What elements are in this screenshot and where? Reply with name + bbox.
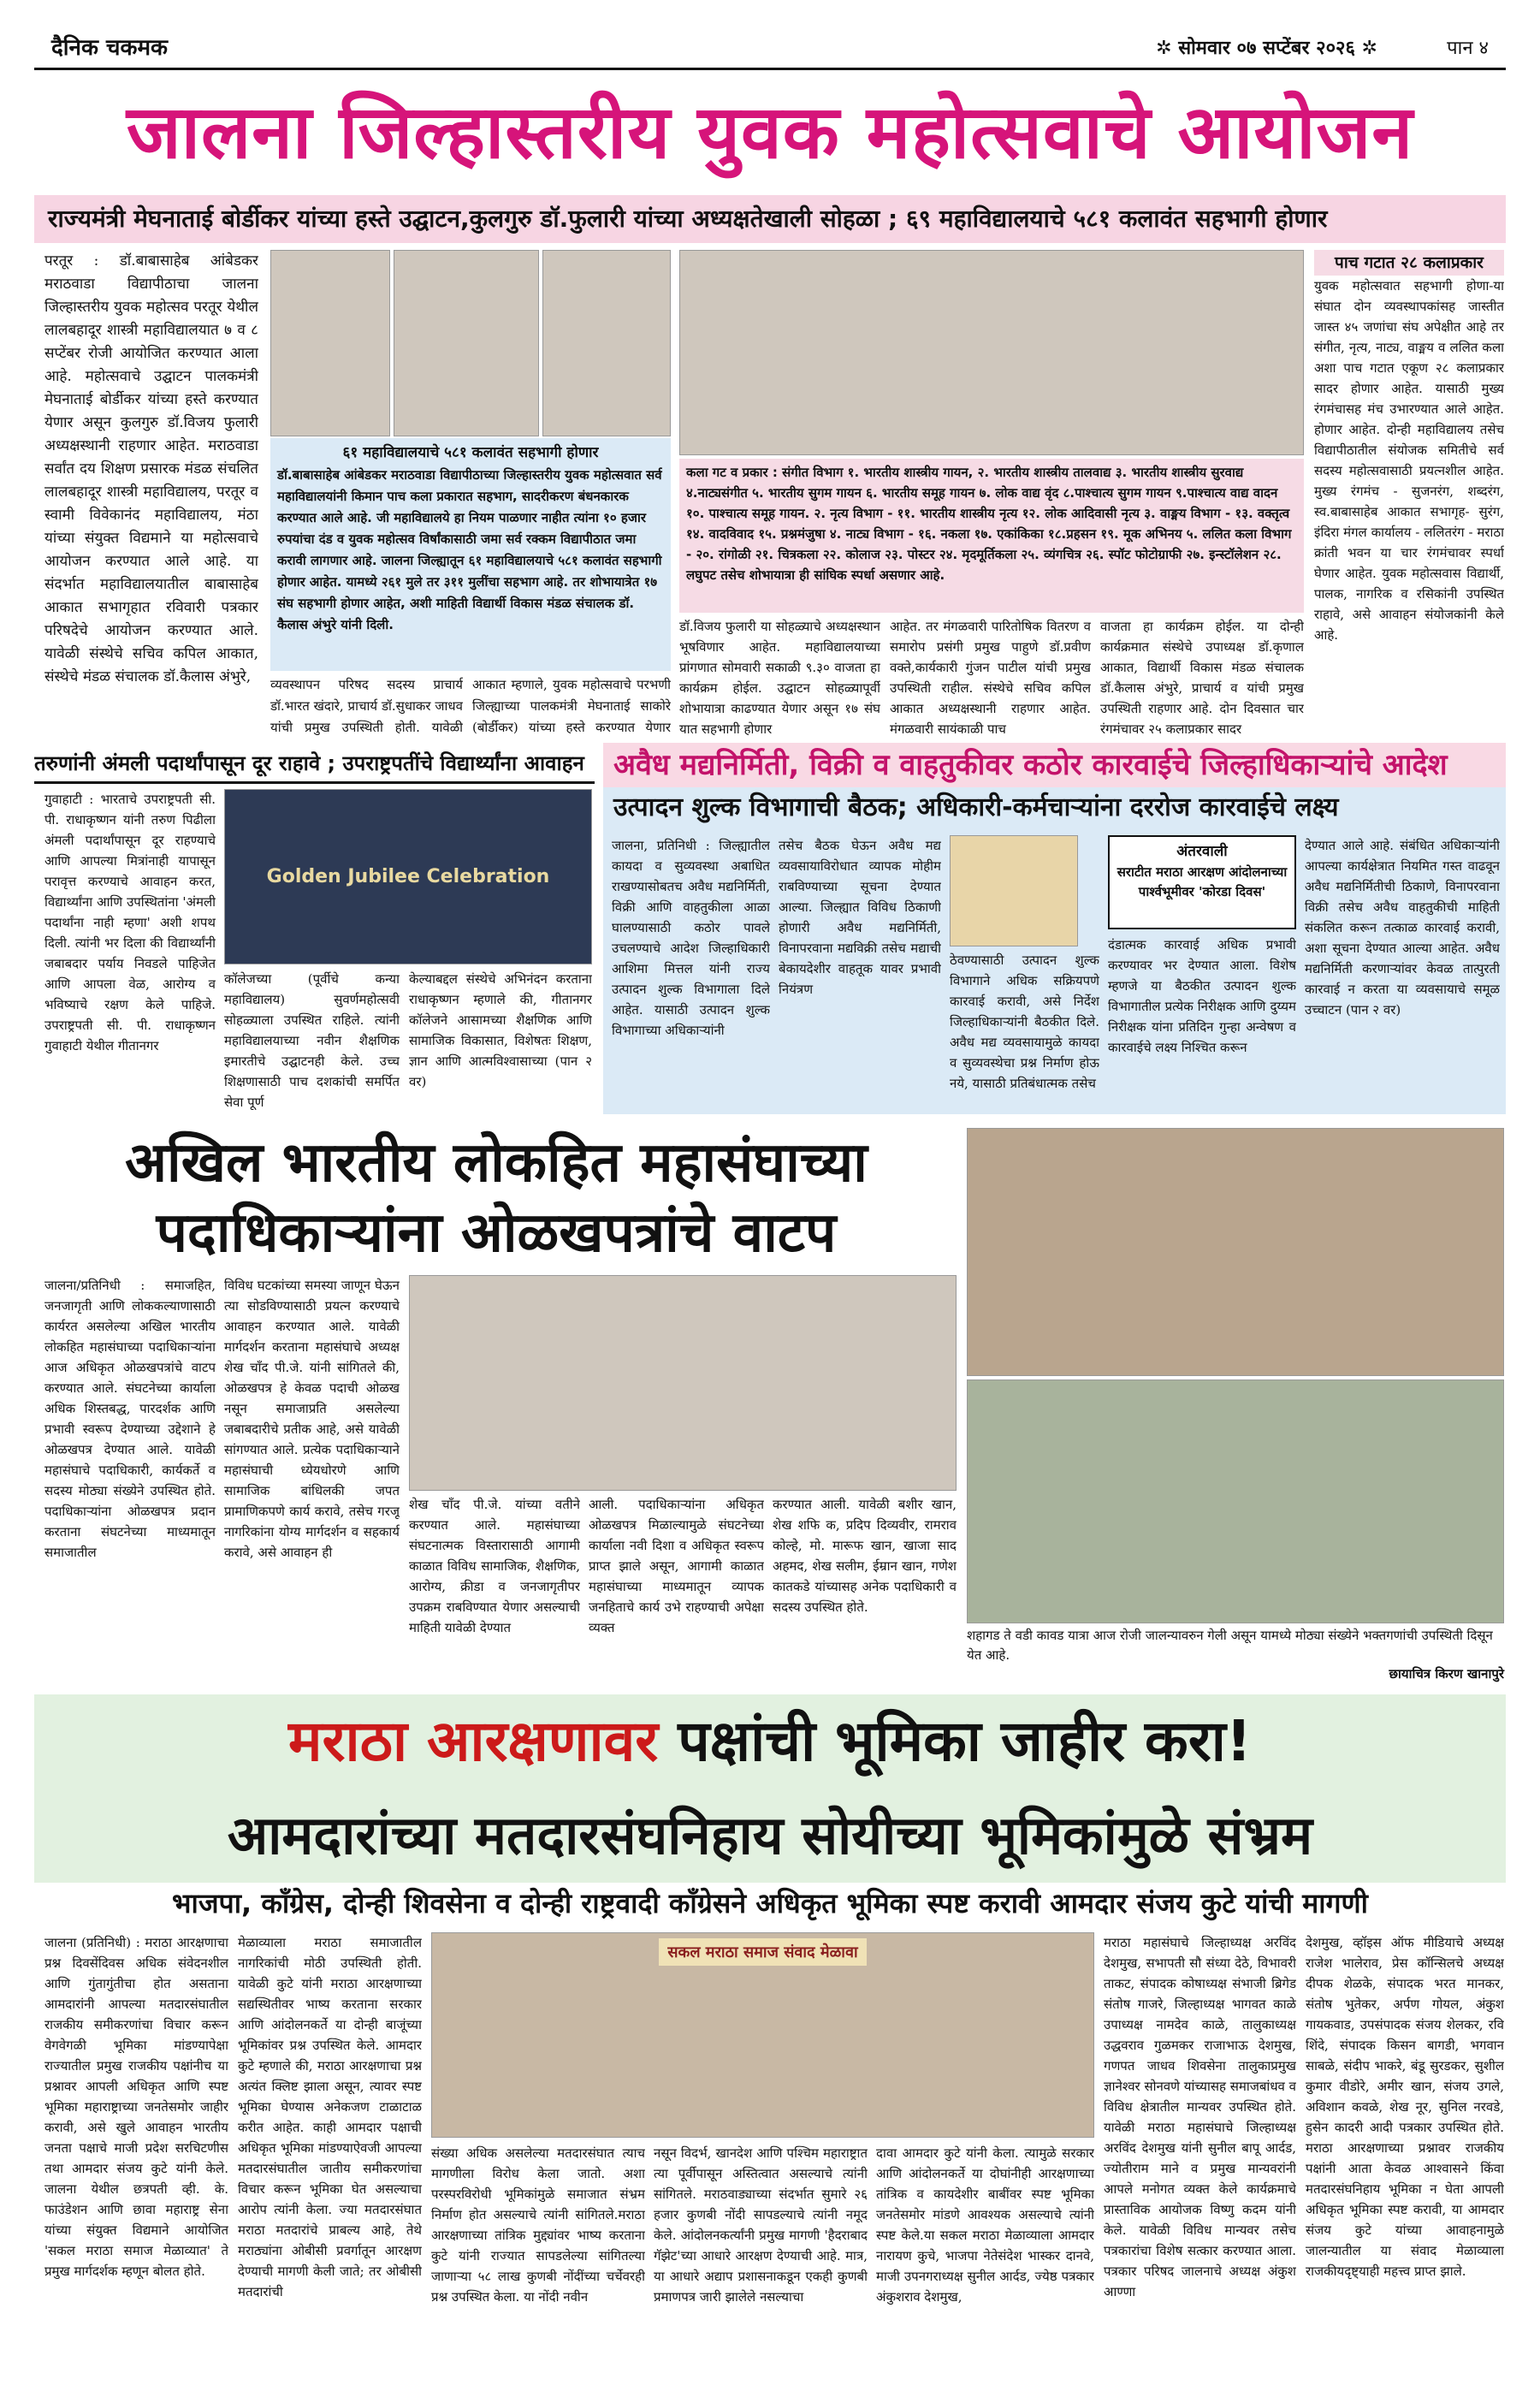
story1-right-column-title: पाच गटात २८ कलाप्रकार [1314, 250, 1504, 276]
story3-inset-box [1108, 835, 1296, 929]
story1-mid-column-1: डॉ.विजय फुलारी या सोहळ्याचे अध्यक्षस्थान भूषविणार आहेत. महाविद्यालयाच्या प्रांगणात सोमवारी सकाळी ९.३० वाजता हा कार्यक्रम होईल. उद्घाटन सोहळ्यापूर्वी शोभायात्रा काढण्यात येणार असून १७ संघ यात सहभागी होणार [679, 619, 880, 737]
photo-credit: छायाचित्र किरण खानापुरे [1389, 1666, 1504, 1682]
photo-procession-2 [967, 1379, 1504, 1623]
story5-headline-highlight: मराठा आरक्षणावर [288, 1708, 659, 1774]
story5-column-4: नसून विदर्भ, खानदेश आणि पश्चिम महाराष्ट्रात त्या पूर्वीपासून अस्तित्वात असल्याचे त्यांनी सांगितले. मराठवाड्याच्या संदर्भात सुमारे २६ हजार कुणबी नोंदी सापडल्याचे त्यांनी नमूद केले. आंदोलनकर्त्यांनी प्रमुख मागणी 'हैदराबाद गॅझेट'च्या आधारे आरक्षण देण्याची आहे. मात्र, या आधारे अद्याप प्रशासनाकडून एकही कुणबी प्रमाणपत्र जारी झालेले नसल्याचा [654, 2145, 868, 2305]
story3-column-4: दंडात्मक कारवाई अधिक प्रभावी करण्यावर भर देण्यात आला. विशेष म्हणजे या बैठकीत उत्पादन शुल्क विभागातील प्रत्येक निरीक्षक आणि दुय्यम निरीक्षक यांना प्रतिदिन गुन्हा अन्वेषण व कारवाईचे लक्ष्य निश्चित करून [1108, 937, 1296, 1055]
story1-subhead: राज्यमंत्री मेघनाताई बोर्डीकर यांच्या हस्ते उद्घाटन,कुलगुरु डॉ.फुलारी यांच्या अध्यक्षतेखाली सोहळा ; ६९ महाविद्यालयाचे ५८१ कलावंत सहभागी होणार [34, 195, 1506, 243]
story2-headline: तरुणांनी अंमली पदार्थांपासून दूर राहावे ; उपराष्ट्रपतींचे विद्यार्थ्यांना आवाहन [34, 743, 595, 784]
photo-golden-jubilee [224, 789, 592, 964]
story2-column-2: कॉलेजच्या (पूर्वीचे कन्या महाविद्यालय) सुवर्णमहोत्सवी सोहळ्याला उपस्थित राहिले. त्यांनी महाविद्यालयाच्या नवीन शैक्षणिक इमारतीचे उद्घाटनही केले. उच्च शिक्षणासाठी पाच दशकांची समर्पित सेवा पूर्ण [224, 971, 400, 1110]
story5-headline-rest: पक्षांची भूमिका जाहीर करा! [658, 1708, 1252, 1774]
story4-column-5: करण्यात आली. यावेळी बशीर खान, शेख शफि क, प्रदिप दिव्यवीर, रामराव कोल्हे, मो. मारूफ खान, खाजा साद अहमद, शेख सलीम, ईम्रान खान, गणेश कातकडे यांच्यासह अनेक पदाधिकारी व सदस्य उपस्थित होते. [773, 1497, 957, 1615]
story1-mid-column-2: आहेत. तर मंगळवारी पारितोषिक वितरण व समारोप प्रसंगी प्रमुख पाहुणे डॉ.प्रवीण वक्ते,कार्यकारी गुंजन पाटील यांची प्रमुख उपस्थिती राहील. संस्थेचे सचिव कपिल आकात अध्यक्षस्थानी राहणार आहेत. मंगळवारी सायंकाळी पाच [890, 619, 1091, 737]
story5-headline-line2: आमदारांच्या मतदारसंघनिहाय सोयीच्या भूमिकांमुळे संभ्रम [34, 1789, 1506, 1883]
photo-group [409, 1275, 957, 1491]
story2-column-3: केल्याबद्दल संस्थेचे अभिनंदन करताना राधाकृष्णन म्हणाले की, गीतानगर कॉलेजने आसामच्या शैक्षणिक आणि सामाजिक विकासात, विशेषतः शिक्षण, ज्ञान आणि आत्मविश्वासाच्या (पान २ वर) [409, 971, 592, 1089]
story5-column-1: जालना (प्रतिनिधी) : मराठा आरक्षणाचा प्रश्न दिवसेंदिवस अधिक संवेदनशील आणि गुंतागुंतीचा होत असताना आमदारांनी आपल्या मतदारसंघातील राजकीय समीकरणांचा विचार करून वेगवेगळी भूमिका मांडण्यापेक्षा राज्यातील प्रमुख राजकीय पक्षांनीच या प्रश्नावर आपली अधिकृत आणि स्पष्ट भूमिका महाराष्ट्राच्या जनतेसमोर जाहीर करावी, असे खुले आवाहन भारतीय जनता पक्षाचे माजी प्रदेश सरचिटणीस तथा आमदार संजय कुटे यांनी केले. जालना येथील छत्रपती व्ही. के. फाउंडेशन आणि छावा महाराष्ट्र सेना यांच्या संयुक्त विद्यमाने आयोजित 'सकल मराठा समाज मेळाव्यात' ते प्रमुख मार्गदर्शक म्हणून बोलत होते. [44, 1935, 228, 2279]
story3-column-3: ठेवण्यासाठी उत्पादन शुल्क विभागाने अधिक सक्रियपणे कारवाई करावी, असे निर्देश जिल्हाधिकाऱ्यांनी बैठकीत दिले. अवैध मद्य व्यवसायामुळे कायदा व सुव्यवस्थेचा प्रश्न निर्माण होऊ नये, यासाठी प्रतिबंधात्मक तसेच [950, 952, 1099, 1091]
story4-column-4: आली. पदाधिकाऱ्यांना अधिकृत ओळखपत्र मिळाल्यामुळे संघटनेच्या कार्याला नवी दिशा व अधिकृत स्वरूप प्राप्त झाले असून, आगामी काळात महासंघाच्या माध्यमातून व्यापक जनहिताचे कार्य उभे राहण्याची अपेक्षा व्यक्त [589, 1497, 764, 1635]
story5-column-2: मेळाव्याला मराठा समाजातील नागरिकांची मोठी उपस्थिती होती. यावेळी कुटे यांनी मराठा आरक्षणाच्या सद्यस्थितीवर भाष्य करताना सरकार आणि आंदोलनकर्ते या दोन्ही बाजूंच्या भूमिकांवर प्रश्न उपस्थित केले. आमदार कुटे म्हणाले की, मराठा आरक्षणाचा प्रश्न अत्यंत क्लिष्ट झाला असून, त्यावर स्पष्ट भूमिका घेण्यास अनेकजण टाळाटाळ करीत आहेत. काही आमदार पक्षाची अधिकृत भूमिका मांडण्याऐवजी आपल्या मतदारसंघातील जातीय समीकरणांचा विचार करून भूमिका घेत असल्याचा आरोप त्यांनी केला. ज्या मतदारसंघात मराठा मतदारांचे प्राबल्य आहे, तेथे मराठ्यांना ओबीसी प्रवर्गातून आरक्षण देण्याची मागणी केली जाते; तर ओबीसी मतदारांची [238, 1935, 422, 2299]
story3-column-5: देण्यात आले आहे. संबंधित अधिकाऱ्यांनी आपल्या कार्यक्षेत्रात नियमित गस्त वाढवून अवैध मद्यनिर्मितीची ठिकाणे, विनापरवाना विक्री तसेच अवैध वाहतुकीची माहिती संकलित करून तत्काळ कारवाई करावी, अशा सूचना देण्यात आल्या आहेत. अवैध मद्यनिर्मिती करणाऱ्यांवर केवळ तात्पुरती कारवाई न करता या व्यवसायाचे समूळ उच्चाटन (पान २ वर) [1305, 838, 1500, 1018]
story4-column-3: शेख चाँद पी.जे. यांच्या वतीने करण्यात आले. महासंघाच्या संघटनात्मक विस्तारासाठी आगामी काळात विविध सामाजिक, शैक्षणिक, आरोग्य, क्रीडा व जनजागृतीपर उपक्रम राबविण्यात येणार असल्याची माहिती यावेळी देण्यात [409, 1497, 580, 1635]
story5-column-7: देशमुख, व्हॉइस ऑफ मीडियाचे अध्यक्ष राजेश भालेराव, प्रेस कॉन्सिलचे अध्यक्ष दीपक शेळके, संपादक भरत मानकर, संतोष भुतेकर, अर्पण गोयल, अंकुश गायकवाड, उपसंपादक संजय शेलकर, रवि शिंदे, संपादक किसन बागडी, भगवान साबळे, संदीप भाकरे, बंडू सुरडकर, सुशील कुमार वीडोरे, अमीर खान, संजय उगले, अविशान कवळे, शेख नूर, सुनिल नरवडे, हुसेन कादरी आदी पत्रकार उपस्थित होते. मराठा आरक्षणाच्या प्रश्नावर राजकीय पक्षांनी आता केवळ आश्वासने किंवा मतदारसंघनिहाय भूमिका न घेता आपली अधिकृत भूमिका स्पष्ट करावी, या आमदार संजय कुटे यांच्या आवाहनामुळे जालन्यातील या संवाद मेळाव्याला राजकीयदृष्ट्याही महत्त्व प्राप्त झाले. [1306, 1935, 1504, 2279]
story3-subheadline: उत्पादन शुल्क विभागाची बैठक; अधिकारी-कर्मचाऱ्यांना दररोज कारवाईचे लक्ष्य [603, 787, 1506, 828]
procession-caption-text: शहागड ते वडी कावड यात्रा आज रोजी जालन्यावरुन गेली असून यामध्ये मोठ्या संख्येने भक्तगणांची उपस्थिती दिसून येत आहे. [967, 1628, 1493, 1663]
story5-headline [34, 1694, 1506, 1789]
story5-subhead: भाजपा, काँग्रेस, दोन्ही शिवसेना व दोन्ही राष्ट्रवादी काँग्रेसने अधिकृत भूमिका स्पष्ट करावी आमदार संजय कुटे यांची मागणी [172, 1887, 1368, 1919]
story3-column-1: जालना, प्रतिनिधी : जिल्ह्यातील कायदा व सुव्यवस्था अबाधित राखण्यासोबतच अवैध मद्यनिर्मिती, विक्री आणि वाहतुकीला आळा घालण्यासाठी कठोर पावले उचलण्याचे आदेश जिल्हाधिकारी आशिमा मित्तल यांनी राज्य उत्पादन शुल्क विभागाला दिले आहेत. यासाठी उत्पादन शुल्क विभागाच्या अधिकाऱ्यांनी [612, 838, 770, 1038]
story4-column-1: जालना/प्रतिनिधी : समाजहित, जनजागृती आणि लोककल्याणासाठी कार्यरत असलेल्या अखिल भारतीय लोकहित महासंघाच्या पदाधिकाऱ्यांना आज अधिकृत ओळखपत्रांचे वाटप करण्यात आले. संघटनेच्या कार्याला अधिक शिस्तबद्ध, पारदर्शक आणि प्रभावी स्वरूप देण्याच्या उद्देशाने हे ओळखपत्र देण्यात आले. यावेळी महासंघाचे पदाधिकारी, कार्यकर्ते व सदस्य मोठ्या संख्येने उपस्थित होते. पदाधिकाऱ्यांना ओळखपत्र प्रदान करताना संघटनेच्या माध्यमातून समाजातील [44, 1278, 216, 1560]
procession-caption [967, 1626, 1504, 1686]
photo-liquor-illustration [950, 835, 1078, 946]
story2-column-1: गुवाहाटी : भारताचे उपराष्ट्रपती सी. पी. राधाकृष्णन यांनी तरुण पिढीला अंमली पदार्थांपासून दूर राहण्याचे आणि आपल्या मित्रांनाही यापासून परावृत्त करण्याचे आवाहन करत, विद्यार्थ्यांना आणि उपस्थितांना 'अंमली पदार्थांना नाही म्हणा' अशी शपथ दिली. त्यांनी भर दिला की विद्यार्थ्यांनी जबाबदार पर्याय निवडले पाहिजेत आणि आपला वेळ, आरोग्य व भविष्याचे रक्षण केले पाहिजे. उपराष्ट्रपती सी. पी. राधाकृष्णन गुवाहाटी येथील गीतानगर [44, 792, 216, 1053]
paper-name: दैनिक चकमक [51, 35, 168, 61]
story4-column-2: विविध घटकांच्या समस्या जाणून घेऊन त्या सोडविण्यासाठी प्रयत्न करण्याचे आवाहन करण्यात आले. यावेळी मार्गदर्शन करताना महासंघाचे अध्यक्ष शेख चाँद पी.जे. यांनी सांगितले की, ओळखपत्र हे केवळ पदाची ओळख नसून समाजाप्रति असलेल्या जबाबदारीचे प्रतीक आहे, असे यावेळी सांगण्यात आले. प्रत्येक पदाधिकाऱ्याने महासंघाची ध्येयधोरणे आणि सामाजिक बांधिलकी जपत प्रामाणिकपणे कार्य करावे, तसेच गरजू नागरिकांना योग्य मार्गदर्शन व सहकार्य करावे, असे आवाहन ही [224, 1278, 400, 1560]
story3-inset-label: अंतरवाली [1176, 843, 1228, 860]
story3-inset-text: सराटीत मराठा आरक्षण आंदोलनाच्या पार्श्वभूमीवर 'कोरडा दिवस' [1116, 864, 1288, 899]
story1-categories-box: कला गट व प्रकार : संगीत विभाग १. भारतीय शास्त्रीय गायन, २. भारतीय शास्त्रीय तालवाद्य ३. भारतीय शास्त्रीय सुरवाद्य ४.नाट्यसंगीत ५. भारतीय सुगम गायन ६. भारतीय समूह गायन ७. लोक वाद्य वृंद ८.पाश्चात्य सुगम गायन ९.पाश्चात्य वाद्य वादन १०. पाश्चात्य समूह गायन. २. नृत्य विभाग - ११. भारतीय शास्त्रीय नृत्य १२. लोक आदिवासी नृत्य ३. वाङ्मय विभाग - १३. वक्तृत्व १४. वादविवाद १५. प्रश्नमंजुषा ४. नाट्य विभाग - १६. नकला १७. एकांकिका १८.प्रहसन १९. मूक अभिनय ५. ललित कला विभाग - २०. रांगोळी २१. चित्रकला २२. कोलाज २३. पोस्टर २४. मृदमूर्तिकला २५. व्यंगचित्र २६. स्पॉट फोटोग्राफी २७. इन्स्टॉलेशन २८. लघुपट तसेच शोभायात्रा ही सांघिक स्पर्धा असणार आहे. [679, 459, 1304, 613]
story4-headline [34, 1128, 958, 1273]
story1-column-3: आकात म्हणाले, युवक महोत्सवाचे परभणी जिल्ह्याच्या पालकमंत्री मेघनाताई साकोरे (बोर्डीकर) यांच्या हस्ते करण्यात येणार [472, 677, 671, 735]
photo-meeting-stage [431, 1932, 1094, 2138]
photo-procession-1 [967, 1128, 1504, 1376]
story1-column-2: व्यवस्थापन परिषद सदस्य प्राचार्य डॉ.भारत खंदारे, प्राचार्य डॉ.सुधाकर जाधव यांची प्रमुख उपस्थिती होती. यावेळी [270, 677, 463, 735]
story1-photo-caption-title: ६१ महाविद्यालयाचे ५८१ कलावंत सहभागी होणार [342, 444, 599, 461]
story1-photo-caption-text: डॉ.बाबासाहेब आंबेडकर मराठवाडा विद्यापीठाच्या जिल्हास्तरीय युवक महोत्सवात सर्व महाविद्यालयांनी किमान पाच कला प्रकारात सहभाग, सादरीकरण बंधनकारक करण्यात आले आहे. जी महाविद्यालये हा नियम पाळणार नाहीत त्यांना १० हजार रुपयांचा दंड व युवक महोत्सव विर्षांकासाठी जमा सर्व रक्कम विद्यापीठात जमा करावी लागणार आहे. जालना जिल्ह्यातून ६१ महाविद्यालयाचे ५८१ कलावंत सहभागी होणार आहेत. यामध्ये २६१ मुले तर ३११ मुलींचा सहभाग आहे. तर शोभायात्रेत १७ संघ सहभागी होणार आहेत, अशी माहिती विद्यार्थी विकास मंडळ संचालक डॉ. कैलास अंभुरे यांनी दिली. [277, 467, 662, 632]
story1-headline: जालना जिल्हास्तरीय युवक महोत्सवाचे आयोजन [126, 90, 1414, 175]
photo-golden-jubilee-label: Golden Jubilee Celebration [266, 866, 550, 887]
photo-portrait-3 [542, 250, 671, 436]
story1-right-column-text: युवक महोत्सवात सहभागी होणा-या संघात दोन व्यवस्थापकांसह जास्तीत जास्त ४५ जणांचा संघ अपेक्षीत आहे तर संगीत, नृत्य, नाट्य, वाङ्मय व ललित कला अशा पाच गटात एकूण २८ कलाप्रकार सादर होणार आहेत. यासाठी मुख्य रंगमंचासह मंच उभारण्यात आले आहेत. होणार आहेत. दोन्ही महाविद्यालय तसेच विद्यापीठातील संयोजक समितीचे सर्व सदस्य महोत्सवासाठी प्रयत्नशील आहेत. मुख्य रंगमंच - सुजनरंग, शब्दरंग, स्व.बाबासाहेब आकात सभागृह- सुरंग, इंदिरा मंगल कार्यालय - ललितरंग - मराठा क्रांती भवन या चार रंगमंचावर स्पर्धा घेणार आहेत. युवक महोत्सवास विद्यार्थी, पालक, नागरिक व रसिकांनी उपस्थित राहावे, असे आवाहन संयोजकांनी केले आहे. [1314, 278, 1504, 643]
story1-column-1: परतूर : डॉ.बाबासाहेब आंबेडकर मराठवाडा विद्यापीठाचा जालना जिल्हास्तरीय युवक महोत्सव परतूर येथील लालबहादूर शास्त्री महाविद्यालयात ७ व ८ सप्टेंबर रोजी आयोजित करण्यात आला आहे. महोत्सवाचे उद्घाटन पालकमंत्री मेघनाताई बोर्डीकर यांच्या हस्ते करण्यात येणार असून कुलगुरु डॉ.विजय फुलारी अध्यक्षस्थानी राहणार आहेत. मराठवाडा सर्वांत दय शिक्षण प्रसारक मंडळ संचलित लालबहादूर शास्त्री महाविद्यालय, परतूर व स्वामी विवेकानंद महाविद्यालय, मंठा यांच्या संयुक्त विद्यमाने या महोत्सवाचे आयोजन करण्यात आले आहे. या संदर्भात महाविद्यालयातील बाबासाहेब आकात सभागृहात रविवारी पत्रकार परिषदेचे आयोजन करण्यात आले. यावेळी संस्थेचे सचिव कपिल आकात, संस्थेचे मंडळ संचालक डॉ.कैलास अंभुरे, [44, 252, 258, 685]
story5-column-3: संख्या अधिक असलेल्या मतदारसंघात त्याच मागणीला विरोध केला जातो. अशा परस्परविरोधी भूमिकांमुळे समाजात संभ्रम निर्माण होत असल्याचे त्यांनी सांगितले.मराठा आरक्षणाच्या तांत्रिक मुद्द्यांवर भाष्य करताना कुटे यांनी राज्यात सापडलेल्या सांगितल्या जाणाऱ्या ५८ लाख कुणबी नोंदींच्या चर्चेवरही प्रश्न उपस्थित केला. या नोंदी नवीन [431, 2145, 645, 2305]
story3-body [603, 828, 1506, 1114]
story1-mid-column-3: वाजता हा कार्यक्रम होईल. या दोन्ही कार्यक्रमात संस्थेचे उपाध्यक्ष डॉ.कृणाल आकात, विद्यार्थी विकास मंडळ संचालक डॉ.कैलास अंभुरे, प्राचार्य व यांची प्रमुख उपस्थिती राहणार आहे. दोन दिवसात चार रंगमंचावर २५ कलाप्रकार सादर [1100, 619, 1304, 737]
story4-headline-line1: अखिल भारतीय लोकहित महासंघाच्या [125, 1131, 868, 1195]
story1-right-column [1314, 250, 1504, 738]
story5-column-5: दावा आमदार कुटे यांनी केला. त्यामुळे सरकार आणि आंदोलनकर्ते या दोघांनीही आरक्षणाच्या तांत्रिक व कायदेशीर बाबींवर स्पष्ट भूमिका जनतेसमोर मांडणे आवश्यक असल्याचे त्यांनी स्पष्ट केले.या सकल मराठा मेळाव्याला आमदार नारायण कुचे, भाजपा नेतेसंदेश भास्कर दानवे, माजी उपनगराध्यक्ष सुनील आर्दड, ज्येष्ठ पत्रकार अंकुशराव देशमुख, [876, 2145, 1094, 2305]
story3-column-2: तसेच बैठक घेऊन अवैध मद्य व्यवसायाविरोधात व्यापक मोहीम राबविण्याच्या सूचना देण्यात आल्या. जिल्ह्यात विविध ठिकाणी होणारी अवैध मद्यनिर्मिती, विनापरवाना मद्यविक्री तसेच मद्याची बेकायदेशीर वाहतूक यावर प्रभावी नियंत्रण [779, 838, 941, 997]
story4-headline-line2: पदाधिकाऱ्यांना ओळखपत्रांचे वाटप [156, 1201, 837, 1265]
photo-banner-text: सकल मराठा समाज संवाद मेळावा [659, 1938, 866, 1966]
photo-meeting [679, 250, 1304, 455]
photo-portrait-1 [270, 250, 390, 436]
story1-photo-caption [270, 438, 671, 671]
story3-headline: अवैध मद्यनिर्मिती, विक्री व वाहतुकीवर कठोर कारवाईचे जिल्हाधिकाऱ्यांचे आदेश [603, 743, 1506, 787]
page-number: पान ४ [1447, 38, 1489, 59]
photo-portrait-2 [394, 250, 539, 436]
story5-column-6: मराठा महासंघाचे जिल्हाध्यक्ष अरविंद देशमुख, सभापती सौ संध्या देठे, विभावरी ताकट, संपादक कोषाध्यक्ष संभाजी ब्रिगेड संतोष गाजरे, जिल्हाध्यक्ष भागवत काळे उपाध्यक्ष नामदेव काळे, तालुकाध्यक्ष उद्धवराव गुळमकर राजाभाऊ देशमुख, गणपत जाधव शिवसेना तालुकाप्रमुख ज्ञानेश्वर सोनवणे यांच्यासह समाजबांधव व विविध क्षेत्रातील मान्यवर उपस्थित होते. यावेळी मराठा महासंघाचे जिल्हाध्यक्ष अरविंद देशमुख यांनी सुनील बापू आर्दड, ज्योतीराम माने व प्रमुख मान्यवरांनी आपले मनोगत व्यक्त केले कार्यक्रमाचे प्रास्ताविक आयोजक विष्णु कदम यांनी केले. यावेळी विविध मान्यवर तसेच पत्रकारांचा विशेष सत्कार करण्यात आला. पत्रकार परिषद जालनाचे अध्यक्ष अंकुश आण्णा [1104, 1935, 1296, 2299]
issue-date: ✲ सोमवार ०७ सप्टेंबर २०२६ ✲ [1156, 38, 1377, 59]
masthead [34, 19, 1506, 70]
